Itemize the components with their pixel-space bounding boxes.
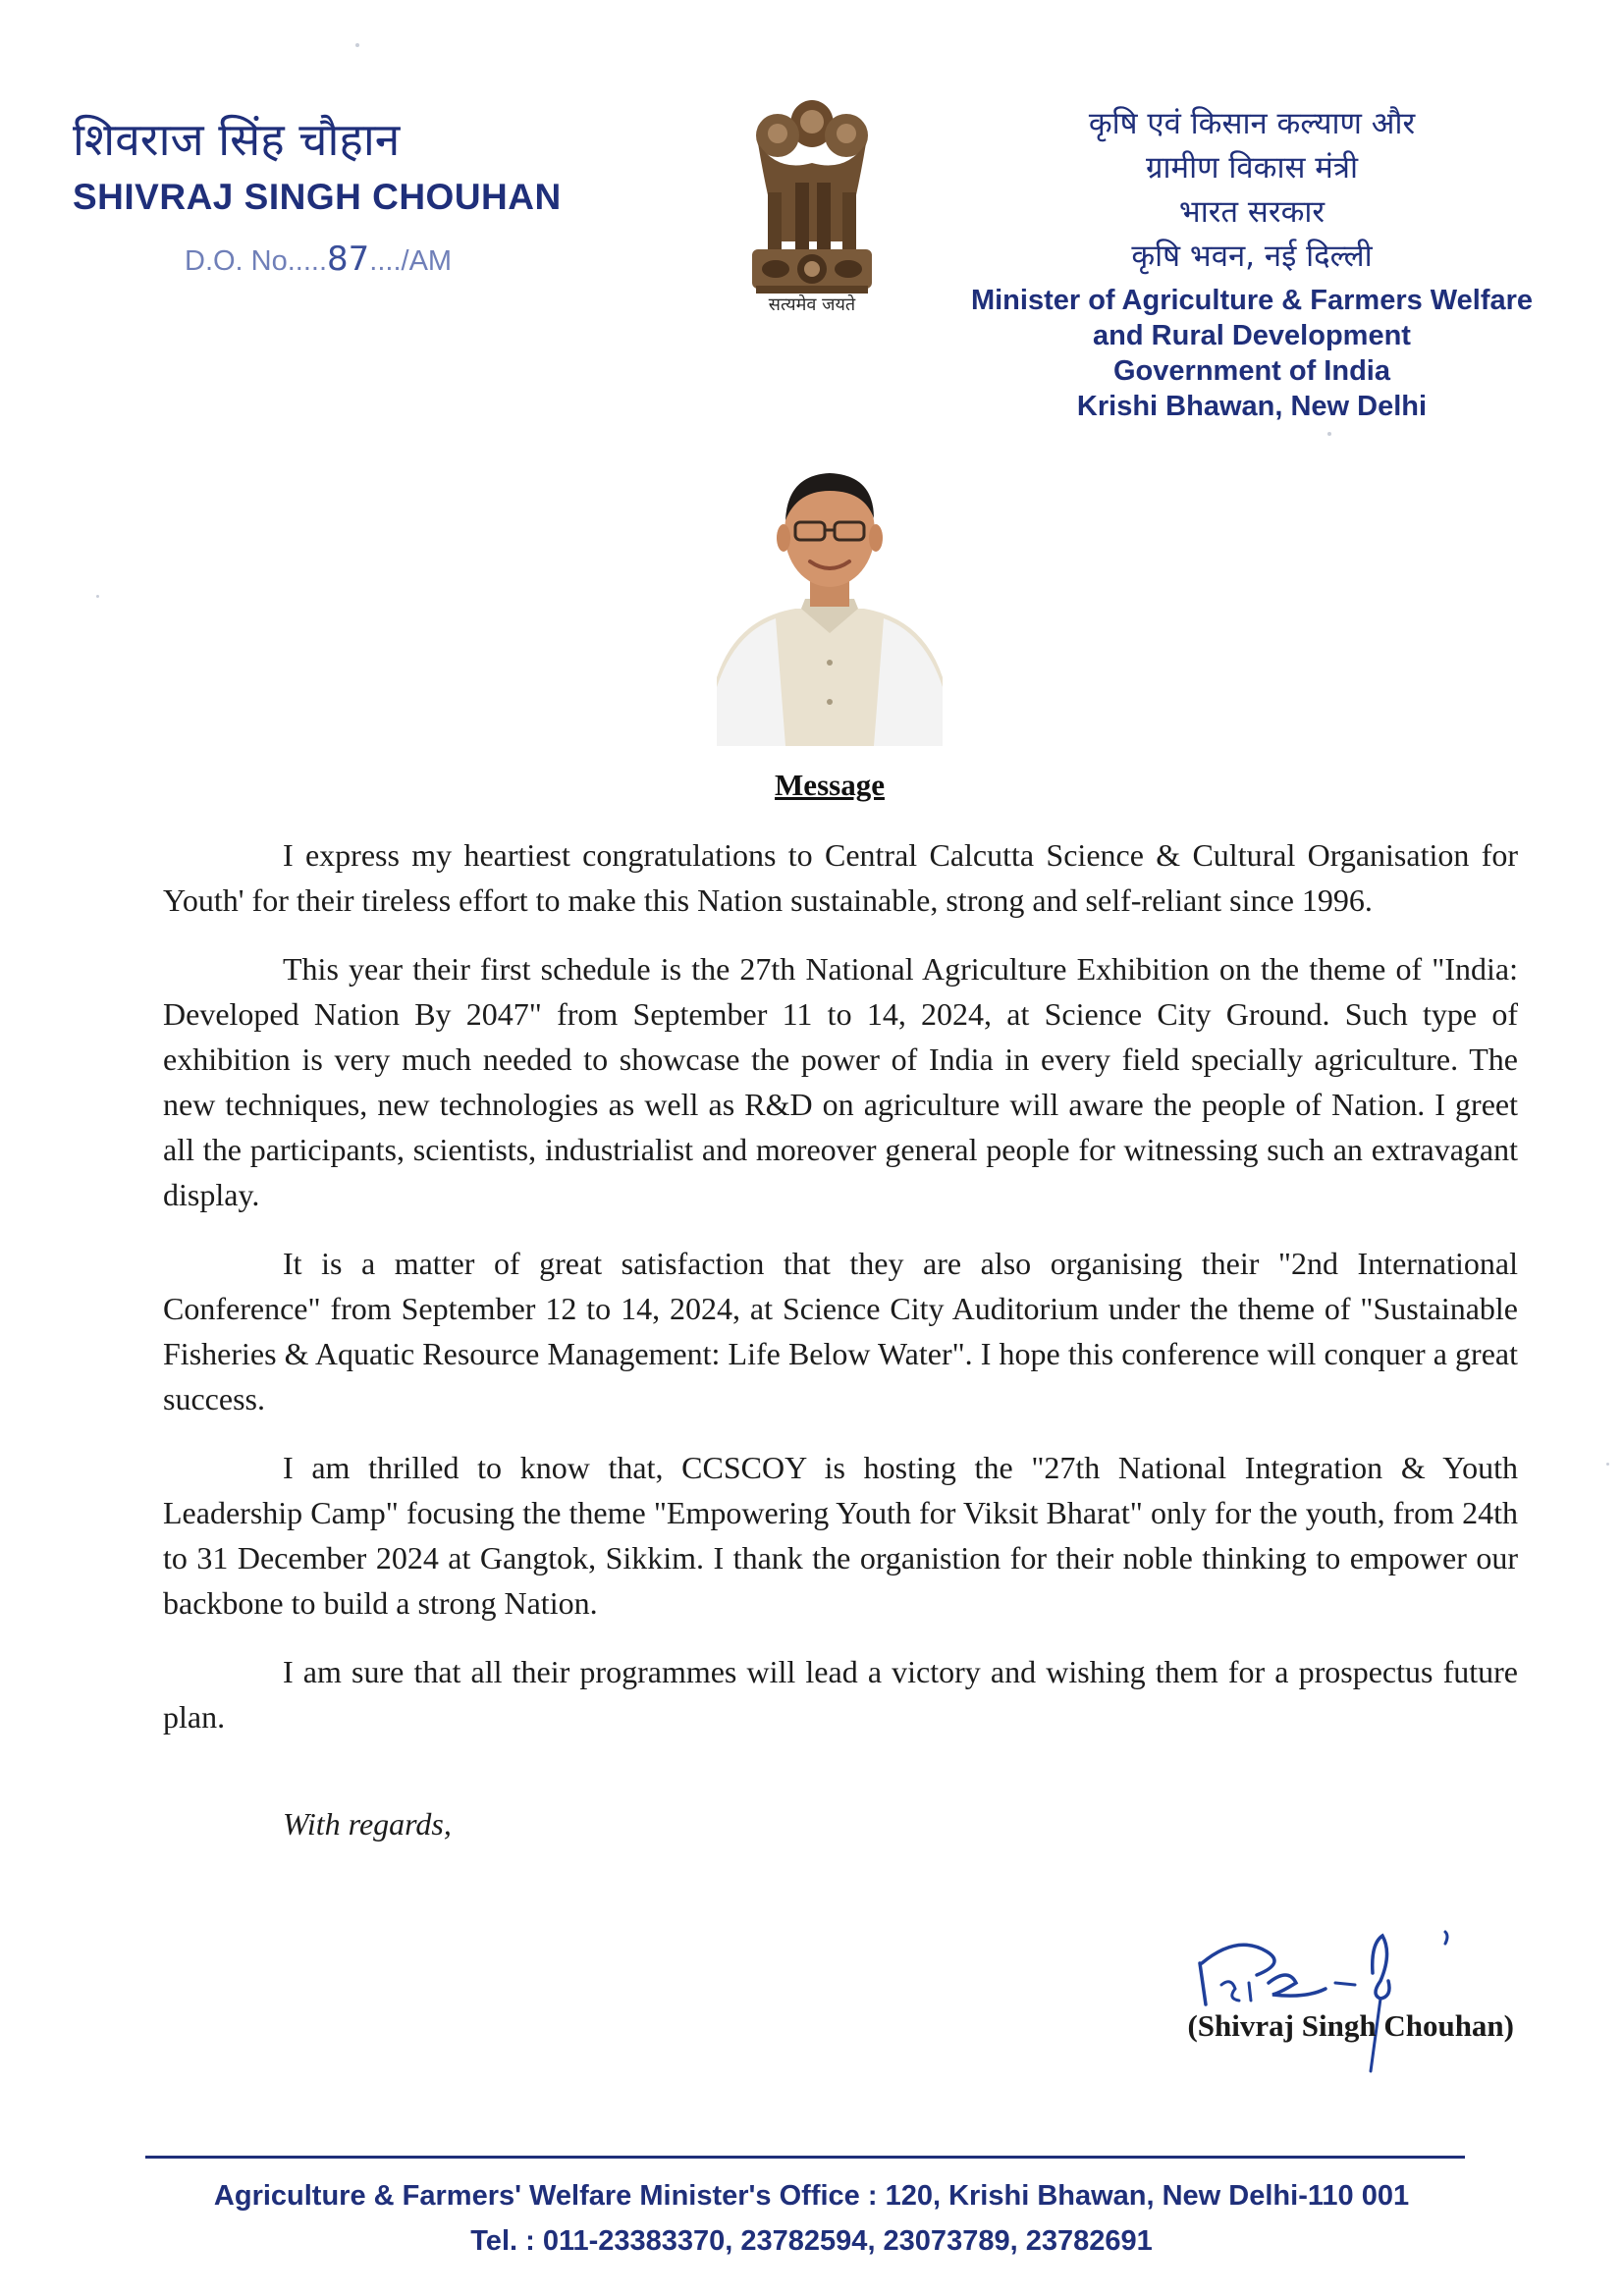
- designation-english-line-3: Government of India: [1113, 355, 1390, 387]
- minister-name-hindi: शिवराज सिंह चौहान: [73, 113, 401, 166]
- handwritten-signature: [1178, 1924, 1551, 2081]
- designation-hindi-line-2: ग्रामीण विकास मंत्री: [1146, 150, 1358, 186]
- letterhead-right: [923, 102, 1581, 424]
- message-paragraph: This year their first schedule is the 27th National Agriculture Exhibition on the theme of "India: Developed Nation By 2047" from September 11 to 14, 2024, at Science City Ground. Such type of exhibition is very much needed to showcase the power of India in every field specially agriculture. The new techniques, new technologies as well as R&D on agriculture will aware the people of Nation. I greet all the participants, scientists, industrialist and moreover general people for witnessing such an extravagant display.: [163, 951, 1518, 1212]
- minister-name-english: SHIVRAJ SINGH CHOUHAN: [73, 177, 562, 217]
- message-paragraph: I am sure that all their programmes will lead a victory and wishing them for a prospectus future plan.: [163, 1654, 1518, 1735]
- footer-divider: [145, 2156, 1465, 2159]
- scan-speck: [355, 43, 359, 47]
- footer-address: Agriculture & Farmers' Welfare Minister's Office : 120, Krishi Bhawan, New Delhi-110 001: [213, 2180, 1410, 2212]
- designation-hindi-line-3: भारत सरकार: [1178, 194, 1325, 230]
- designation-english-line-4: Krishi Bhawan, New Delhi: [1076, 391, 1428, 422]
- do-number-suffix: ..../AM: [369, 245, 453, 277]
- message-paragraph: I express my heartiest congratulations to Central Calcutta Science & Cultural Organisation for Youth' for their tireless effort to make this Nation sustainable, strong and self-reliant since 1996.: [163, 837, 1518, 918]
- signatory-name: (Shivraj Singh Chouhan): [1187, 2008, 1514, 2043]
- footer: [0, 2173, 1623, 2264]
- do-number-handwritten: 87: [327, 240, 370, 279]
- footer-phone: Tel. : 011-23383370, 23782594, 23073789, 23782691: [470, 2225, 1153, 2257]
- message-paragraph: It is a matter of great satisfaction that they are also organising their "2nd International Conference" from September 12 to 14, 2024, at Science City Auditorium under the theme of "Sustainable Fisheries & Aquatic Resource Management: Life Below Water". I hope this conference will conquer a great success.: [163, 1246, 1518, 1416]
- scan-speck: [1327, 432, 1331, 436]
- emblem-motto: सत्यमेव जयते: [768, 294, 856, 315]
- designation-hindi-line-1: कृषि एवं किसान कल्याण और: [1088, 106, 1416, 141]
- do-number-line: [185, 240, 622, 279]
- message-body: [163, 832, 1518, 1763]
- minister-photo: [717, 461, 943, 746]
- message-title: Message: [775, 768, 885, 802]
- designation-hindi-line-4: कृषि भवन, नई दिल्ली: [1131, 239, 1373, 274]
- designation-english-line-2: and Rural Development: [1093, 320, 1411, 351]
- message-paragraph: I am thrilled to know that, CCSCOY is hosting the "27th National Integration & Youth Leadership Camp" focusing the theme "Empowering Youth for Viksit Bharat" only for the youth, from 24th to 31 December 2024 at Gangtok, Sikkim. I thank the organistion for their noble thinking to empower our backbone to build a strong Nation.: [163, 1450, 1518, 1621]
- designation-english-line-1: Minister of Agriculture & Farmers Welfare: [970, 285, 1534, 316]
- scan-speck: [1606, 1463, 1609, 1466]
- closing-regards: With regards,: [283, 1806, 452, 1842]
- do-number-prefix: D.O. No.....: [185, 245, 328, 277]
- scan-speck: [96, 595, 99, 598]
- letterhead-left: [73, 110, 622, 279]
